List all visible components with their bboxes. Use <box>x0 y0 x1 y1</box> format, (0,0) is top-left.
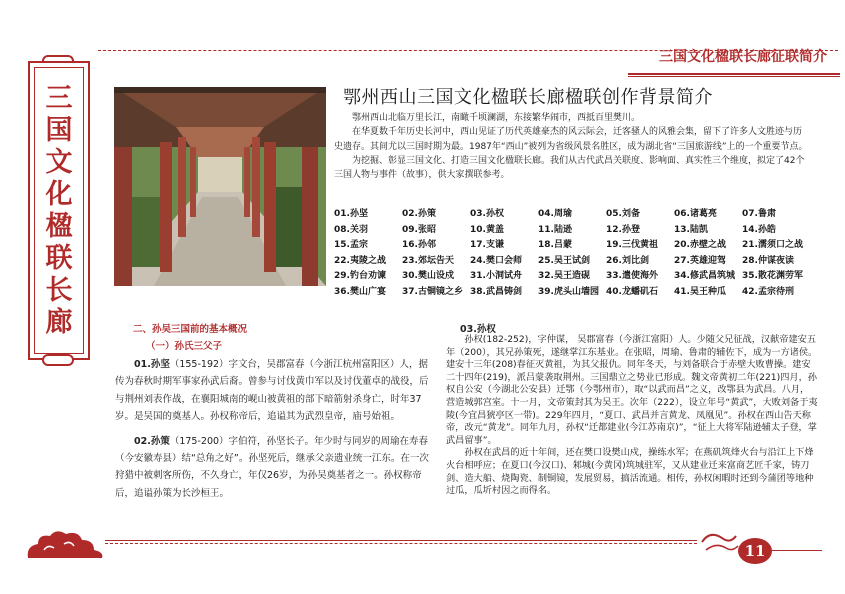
topic-item: 19.三伐黄祖 <box>606 240 658 250</box>
intro-paragraph: 为挖掘、彰显三国文化、打造三国文化楹联长廊。我们从古代武昌关联度、影响面、真实性三个维度，拟定了42个三国人物与事件（故事），供大家撰联参考。 <box>334 155 805 181</box>
topic-item: 33.遣使海外 <box>606 271 658 281</box>
topic-item: 15.孟宗 <box>334 240 368 250</box>
topic-item: 31.小洞试舟 <box>470 271 522 281</box>
topic-item: 30.樊山设戍 <box>402 271 454 281</box>
sun-quan-paragraph: 孙权在武昌的近十年间，还在樊口设樊山戍，操练水军；在燕矶筑烽火台与沿江上下烽火台相呼应；在夏口(今汉口)、邾城(今黄冈)筑城驻军，又从建业迁来富商艺匠千家，铸刀剑、造大船、烧陶瓷、制铜镜，发展贸易，搞活流通。相传，孙权闲暇时还到今蒲团等地种过瓜，瓜圻村因之而得名。 <box>446 447 814 497</box>
topic-item: 16.孙邻 <box>402 240 436 250</box>
topic-item: 07.鲁肃 <box>742 209 776 219</box>
topic-item: 01.孙坚 <box>334 209 368 219</box>
section2-heading: 二、孙吴三国前的基本概况 <box>133 324 248 335</box>
sun-ce-text: （175-200）字伯符，孙坚长子。年少时与同岁的周瑜在寿春（今安徽寿县）结“总角之好”。孙坚死后，继承父亲遗业统一江东。在一次狩猎中被刺客所伤，不久身亡，年仅26岁，为孙吴奠基者之一。孙权称帝后，追谥孙策为长沙桓王。 <box>115 435 429 499</box>
topic-item: 14.孙皓 <box>742 224 776 235</box>
banner-char: 三 <box>45 82 73 114</box>
banner-char: 廊 <box>45 307 73 339</box>
topic-item: 10.黄盖 <box>470 224 504 235</box>
header-underline <box>628 73 840 75</box>
topics-grid <box>334 208 810 299</box>
banner-char: 长 <box>45 275 73 307</box>
topic-item: 20.赤壁之战 <box>674 240 726 250</box>
banner-bottom-knot <box>42 354 74 366</box>
intro-text <box>334 111 810 182</box>
banner-char: 化 <box>45 178 73 210</box>
section3-body <box>446 334 818 498</box>
sun-jian-name: 01.孙坚 <box>134 359 170 370</box>
topic-item: 24.樊口会师 <box>470 255 522 266</box>
topic-item: 29.钓台劝谏 <box>334 271 386 281</box>
section2-subheading: （一）孙氏三父子 <box>146 341 223 352</box>
sun-jian-text: （155-192）字文台，吴郡富春（今浙江杭州富阳区）人，据传为春秋时期军事家孙武后裔。曾参与讨伐黄巾军以及讨伐董卓的战役，后与荆州刘表作战，在襄阳城南的岘山被黄祖的部下暗箭射杀身亡，时年37岁。是吴国的奠基人。孙权称帝后，追谥其为武烈皇帝，庙号始祖。 <box>115 359 429 423</box>
footer-tail-rule <box>772 550 822 551</box>
topic-item: 25.吴王试剑 <box>538 255 590 266</box>
topic-item: 05.刘备 <box>606 209 640 219</box>
header-underline-thin <box>628 76 840 77</box>
topic-item: 27.英雄迎驾 <box>674 255 726 266</box>
section3-heading: 03.孙权 <box>460 324 496 335</box>
topic-item: 26.刘比剑 <box>606 255 649 266</box>
topic-item: 38.武昌铸剑 <box>470 286 522 297</box>
topic-item: 02.孙策 <box>402 209 436 219</box>
topic-item: 40.龙蟠矶石 <box>606 286 658 297</box>
sun-jian-paragraph <box>115 356 432 426</box>
banner-char: 楹 <box>45 211 73 243</box>
topic-item: 06.诸葛亮 <box>674 209 717 219</box>
topic-item: 36.樊山广宴 <box>334 286 386 297</box>
topic-item: 37.古铜镜之乡 <box>402 286 463 297</box>
article-title: 鄂州西山三国文化楹联长廊楹联创作背景简介 <box>343 87 713 108</box>
sun-quan-paragraph: 孙权(182-252)，字仲谋， 吴郡富春（今浙江富阳）人。少随父兄征战，汉献帝建安五年（200），其兄孙策死，遂继掌江东基业。在张昭，周瑜、鲁肃的辅佐下，成为一方诸侯。建安十三年(208)春征灭黄祖，为其父报仇。同年冬天，与刘备联合于赤壁大败曹操。建安二十四年(219)，派吕蒙袭取荆州。三国鼎立之势业已形成。魏文帝黄初二年(221)四月，孙权自公安（今湖北公安县）迁鄂（今鄂州市），取“以武而昌”之义，改鄂县为武昌。八月，营造城郭宫室。十一月，文帝策封其为吴王。次年（222），设立年号“黄武”，大败刘备于夷陵(今宜昌猇亭区一带)。229年四月，“夏口、武昌并言黄龙、凤凰见”。孙权在西山告天称帝，改元“黄龙”。同年九月，孙权“迁都建业(今江苏南京)”，“征上大将军陆逊辅太子登，掌武昌留事”。 <box>446 334 818 446</box>
footer-dashed-rule <box>105 543 697 544</box>
auspicious-cloud-ornament <box>24 528 106 562</box>
vertical-banner <box>28 61 90 360</box>
topic-item: 04.周瑜 <box>538 209 572 219</box>
topic-item: 18.吕蒙 <box>538 240 572 250</box>
topic-item: 17.支谦 <box>470 240 504 250</box>
corridor-photo <box>114 87 326 286</box>
topic-item: 42.孟宗待刑 <box>742 286 794 297</box>
section2-body <box>115 356 432 509</box>
banner-char: 文 <box>45 146 73 178</box>
topic-item: 21.濡须口之战 <box>742 240 803 250</box>
topic-item: 03.孙权 <box>470 209 504 219</box>
topic-item: 09.张昭 <box>402 224 436 235</box>
vertical-banner-inner <box>34 67 84 354</box>
topic-item: 32.吴王造砚 <box>538 271 590 281</box>
footer-rule <box>105 540 697 541</box>
banner-char: 国 <box>45 114 73 146</box>
page-number-badge <box>738 538 772 564</box>
topic-item: 11.陆逊 <box>538 224 572 235</box>
topic-item: 22.夷陵之战 <box>334 255 386 266</box>
topic-item: 13.陆凯 <box>674 224 708 235</box>
topic-item: 34.修武昌筑城 <box>674 271 735 281</box>
page-number: 11 <box>744 542 766 560</box>
sun-ce-name: 02.孙策 <box>134 435 170 447</box>
topic-item: 28.仲谋夜读 <box>742 255 794 266</box>
topic-item: 23.郊坛告天 <box>402 255 454 266</box>
footer-scroll-ornament <box>700 528 740 558</box>
topic-item: 35.散花渊劳军 <box>742 271 803 281</box>
topic-item: 12.孙登 <box>606 224 640 235</box>
topic-item: 08.关羽 <box>334 224 368 235</box>
header-title: 三国文化楹联长廊征联简介 <box>659 49 827 65</box>
sun-ce-paragraph <box>115 433 432 503</box>
topic-item: 41.吴王种瓜 <box>674 286 726 297</box>
corridor-illustration <box>114 87 326 286</box>
banner-char: 联 <box>45 243 73 275</box>
intro-paragraph: 鄂州西山北临万里长江，南瞰千顷澜湖，东接繁华闹市，西抵百里樊川。 <box>352 113 641 123</box>
topic-item: 39.虎头山墙园 <box>538 286 599 297</box>
intro-paragraph: 在华夏数千年历史长河中，西山见证了历代英雄豪杰的风云际会，迁客骚人的风雅会集，留下了许多人文胜迹与历史遗存。其间尤以三国时期为最。1987年“西山”被列为省级风景名胜区，成为湖北省“三国旅游线”上的一个重要节点。 <box>334 127 808 152</box>
